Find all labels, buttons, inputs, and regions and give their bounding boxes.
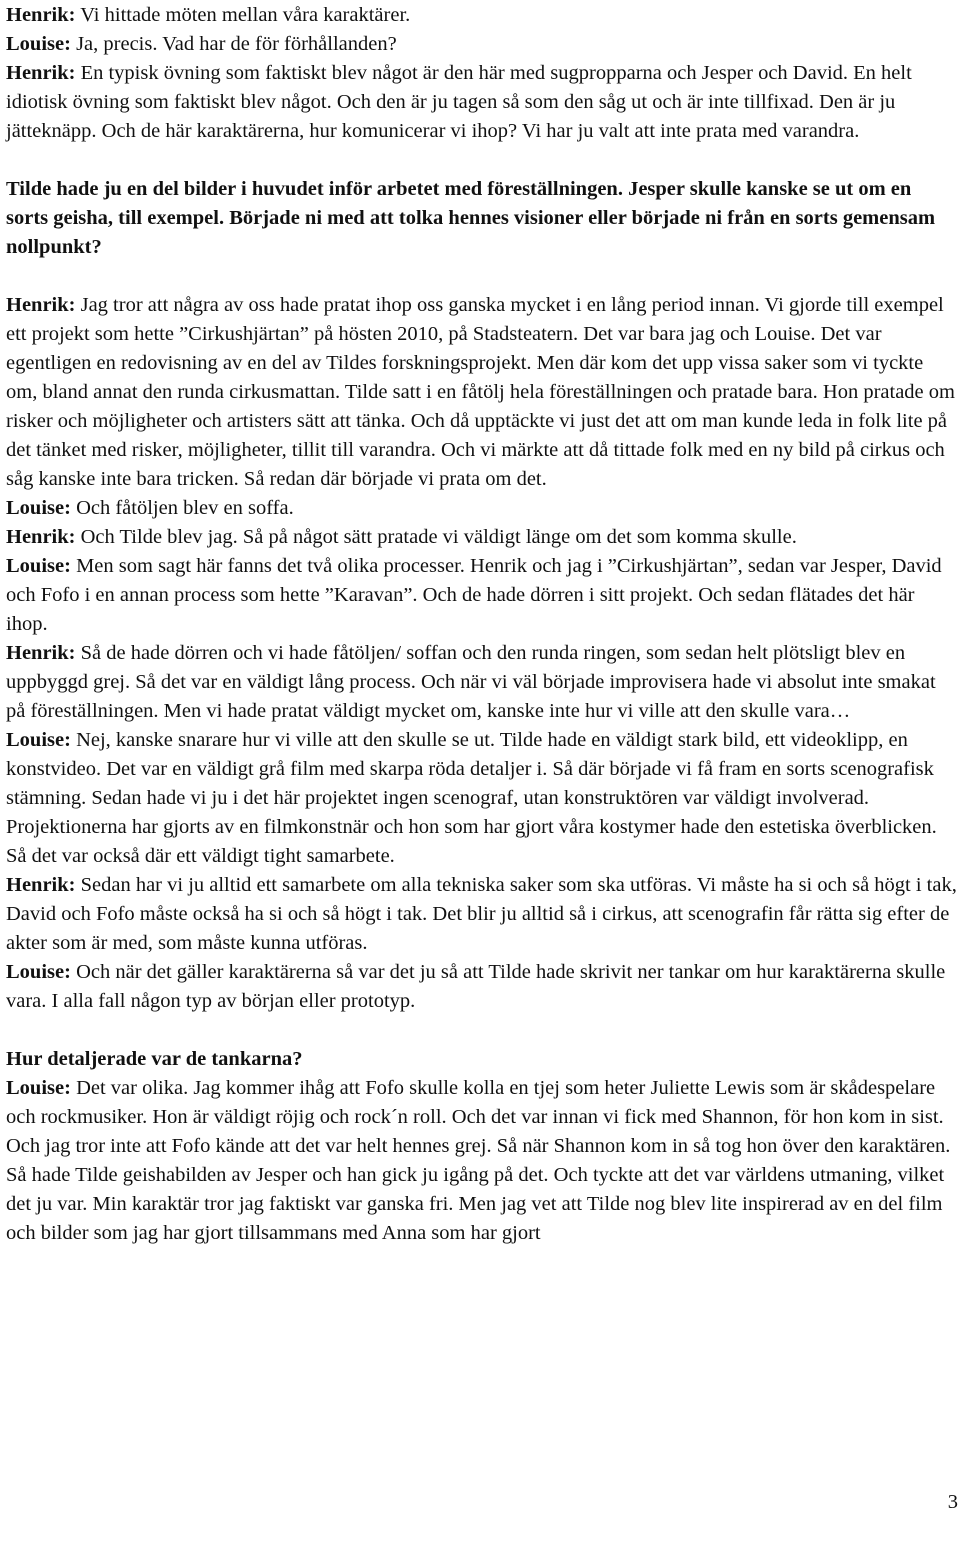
dialogue-text: Vi hittade möten mellan våra karaktärer.	[75, 4, 411, 26]
speaker-label: Henrik:	[6, 526, 76, 548]
speaker-label: Louise:	[6, 497, 71, 519]
dialogue-text: Så de hade dörren och vi hade fåtöljen/ soffan och den runda ringen, som sedan helt plötsligt blev en uppbyggd grej. Så det var en väldigt lång process. Och när vi väl började improvisera hade vi absolut inte smakat på föreställningen. Men vi hade pratat väldigt mycket om, kanske inte hur vi ville att den skulle vara…	[6, 642, 936, 722]
dialogue-text: En typisk övning som faktiskt blev något är den här med sugpropparna och Jesper och David. En helt idiotisk övning som faktiskt blev något. Och den är ju tagen så som den såg ut och är inte tillfixad. Den är ju jätteknäpp. Och de här karaktärerna, hur komunicerar vi ihop? Vi har ju valt att inte prata med varandra.	[6, 62, 912, 142]
dialogue-text: Och Tilde blev jag. Så på något sätt pratade vi väldigt länge om det som komma skulle.	[75, 526, 797, 548]
dialogue-block-1	[6, 1, 958, 146]
dialogue-block-2	[6, 291, 958, 1016]
dialogue-text: Men som sagt här fanns det två olika processer. Henrik och jag i ”Cirkushjärtan”, sedan var Jesper, David och Fofo i en annan process som hette ”Karavan”. Och de hade dörren i sitt projekt. Och sedan flätades det här ihop.	[6, 555, 942, 635]
speaker-label: Henrik:	[6, 62, 76, 84]
dialogue-text: Ja, precis. Vad har de för förhållanden?	[70, 33, 397, 55]
dialogue-text: Sedan har vi ju alltid ett samarbete om alla tekniska saker som ska utföras. Vi måste ha si och så högt i tak, David och Fofo måste också ha si och så högt i tak. Det blir ju alltid så i cirkus, att scenografin får rätta sig efter de akter som är med, som måste kunna utföras.	[6, 874, 957, 954]
speaker-label: Henrik:	[6, 874, 76, 896]
document-body	[6, 1, 958, 1248]
speaker-label: Louise:	[6, 729, 71, 751]
dialogue-text: Och när det gäller karaktärerna så var det ju så att Tilde hade skrivit ner tankar om hur karaktärerna skulle vara. I alla fall någon typ av början eller prototyp.	[6, 961, 946, 1012]
page-number: 3	[947, 1491, 958, 1513]
speaker-label: Henrik:	[6, 294, 76, 316]
dialogue-block-3	[6, 1045, 958, 1248]
dialogue-text: Det var olika. Jag kommer ihåg att Fofo skulle kolla en tjej som heter Juliette Lewis som är skådespelare och rockmusiker. Hon är väldigt röjig och rock´n roll. Och det var innan vi fick med Shannon, för hon kom in sist. Och jag tror inte att Fofo kände att det var helt hennes grej. Så när Shannon kom in så tog hon över den karaktären. Så hade Tilde geishabilden av Jesper och han gick ju igång på det. Och tyckte att det var världens utmaning, vilket det ju var. Min karaktär tror jag faktiskt var ganska fri. Men jag vet att Tilde nog blev lite inspirerad av en del film och bilder som jag har gjort tillsammans med Anna som har gjort	[6, 1077, 951, 1244]
speaker-label: Henrik:	[6, 4, 76, 26]
speaker-label: Henrik:	[6, 642, 76, 664]
dialogue-text: Jag tror att några av oss hade pratat ihop oss ganska mycket i en lång period innan. Vi gjorde till exempel ett projekt som hette ”Cirkushjärtan” på hösten 2010, på Stadsteatern. Det var bara jag och Louise. Det var egentligen en redovisning av en del av Tildes forskningsprojekt. Men där kom det upp vissa saker som vi tyckte om, bland annat den runda cirkusmattan. Tilde satt i en fåtölj hela föreställningen och pratade bara. Hon pratade om risker och möjligheter och artisters sätt att tänka. Och då upptäckte vi just det att om man kunde leda in folk lite på det tänket med risker, möjligheter, tillit till varandra. Och vi märkte att då tittade folk med en ny bild på cirkus och såg kanske inte bara tricken. Så redan där började vi prata om det.	[6, 294, 955, 490]
dialogue-text: Nej, kanske snarare hur vi ville att den skulle se ut. Tilde hade en väldigt stark bild, ett videoklipp, en konstvideo. Det var en väldigt grå film med skarpa röda detaljer i. Så där började vi få fram en sorts scenografisk stämning. Sedan hade vi ju i det här projektet ingen scenograf, utan konstruktören var väldigt involverad. Projektionerna har gjorts av en filmkonstnär och hon som har gjort våra kostymer hade den estetiska överblicken. Så det var också där ett väldigt tight samarbete.	[6, 729, 937, 867]
speaker-label: Louise:	[6, 33, 71, 55]
speaker-label: Louise:	[6, 961, 71, 983]
speaker-label: Louise:	[6, 1077, 71, 1099]
interviewer-question-2: Hur detaljerade var de tankarna?	[6, 1048, 303, 1070]
speaker-label: Louise:	[6, 555, 71, 577]
dialogue-text: Och fåtöljen blev en soffa.	[70, 497, 294, 519]
interviewer-question-1: Tilde hade ju en del bilder i huvudet inför arbetet med föreställningen. Jesper skulle kanske se ut om en sorts geisha, till exempel. Började ni med att tolka hennes visioner eller började ni från en sorts gemensam nollpunkt?	[6, 178, 936, 258]
